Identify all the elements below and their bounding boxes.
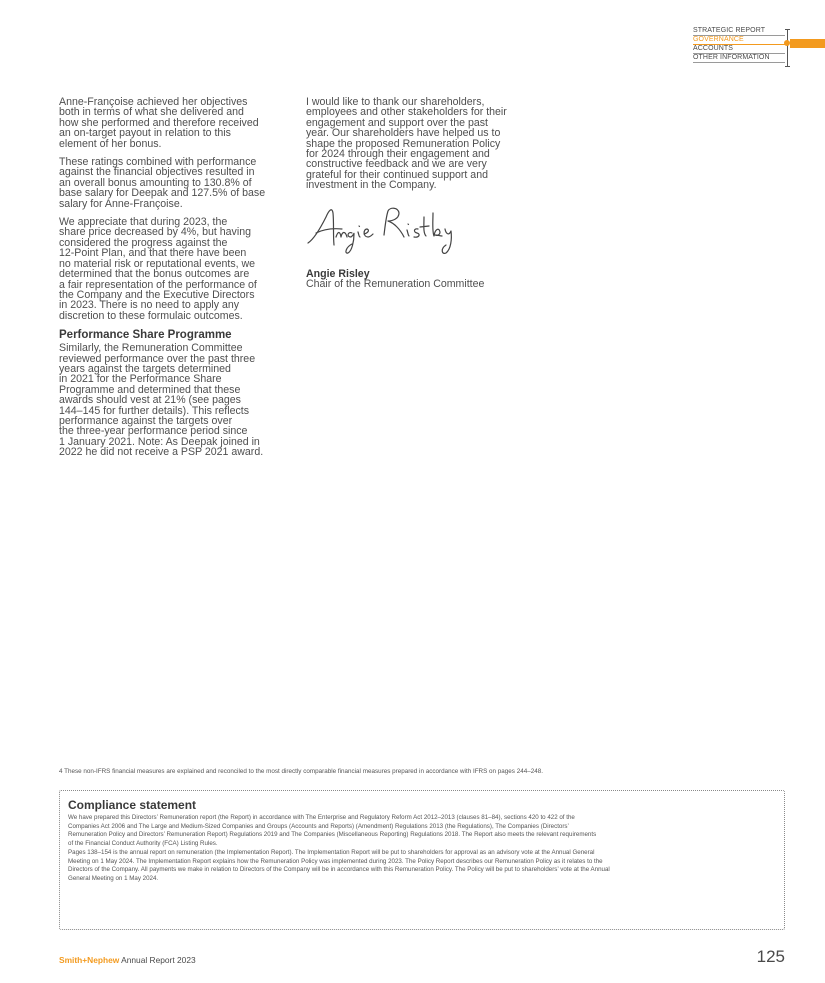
active-section-tab (790, 39, 825, 48)
page-number: 125 (756, 947, 785, 966)
signer-role: Chair of the Remuneration Committee (306, 278, 485, 291)
nav-rail (787, 29, 788, 67)
compliance-body: We have prepared this Directors’ Remuneration report (the Report) in accordance with The Enterprise and Regulatory Reform Act 2012–2013 (clauses 81–84), sections 420 to 422 of the Companies Act 2006 and The Large and Medium-Sized Companies and Groups (Accounts and Reports) (Amendment) Regulations 2013 (the Regulations), The Companies (Directors’ Remuneration Policy and Directors’ Remuneration Report) Regulations 2019 and The Companies (Miscellaneous Reporting) Regulations 2018. The Report also meets the relevant requirements of the Financial Conduct Authority (FCA) Listing Rules. Pages 138–154 is the annual report on remuneration (the Implementation Report). The Implementation Report will be put to shareholders for approval as an advisory vote at the Annual General Meeting on 1 May 2024. The Implementation Report explains how the Remuneration Policy was implemented during 2023. The Policy Report describes our Remuneration Policy as it relates to the Directors of the Company. All payments we make in relation to Directors of the Company will be in accordance with this Remuneration Policy. The Policy will be put to shareholders’ vote at the Annual General Meeting on 1 May 2024. (68, 814, 610, 882)
compliance-statement-box (59, 790, 785, 930)
paragraph-bonus-ratings: These ratings combined with performance against the financial objectives resulted in an overall bonus amounting to 130.8% of base salary for Deepak and 127.5% of base salary for Anne-Françoise. (59, 156, 266, 210)
nav-item-other-information[interactable]: OTHER INFORMATION (693, 54, 785, 63)
right-column (306, 97, 546, 289)
report-name: Annual Report 2023 (119, 955, 196, 965)
nav-item-governance[interactable]: GOVERNANCE (693, 36, 785, 45)
section-navigation (693, 27, 785, 63)
signature-image (306, 199, 471, 259)
nav-tick (785, 66, 790, 67)
left-column (59, 97, 291, 466)
paragraph-psp: Similarly, the Remuneration Committee reviewed performance over the past three years against the targets determined in 2021 for the Performance Share Programme and determined that these awards should vest at 21% (see pages 144–145 for further details). This reflects performance against the targets over the three-year performance period since 1 January 2021. Note: As Deepak joined in 2022 he did not receive a PSP 2021 award. (59, 342, 264, 459)
paragraph-thanks: I would like to thank our shareholders, employees and other stakeholders for their engagement and support over the past year. Our shareholders have helped us to shape the proposed Remuneration Policy for 2024 through their engagement and constructive feedback and we are very grateful for their continued support and investment in the Company. (306, 96, 507, 192)
footnote: 4 These non-IFRS financial measures are explained and reconciled to the most directly comparable financial measures prepared in accordance with IFRS on pages 244–248. (59, 768, 543, 775)
signer-name: Angie Risley (306, 267, 370, 280)
paragraph-share-price: We appreciate that during 2023, the share price decreased by 4%, but having considered the progress against the 12-Point Plan, and that there have been no material risk or reputational events, we determined that the bonus outcomes are a fair representation of the performance of the Company and the Executive Directors in 2023. There is no need to apply any discretion to these formulaic outcomes. (59, 216, 257, 322)
paragraph-objectives: Anne-Françoise achieved her objectives both in terms of what she delivered and how she performed and therefore received an on-target payout in relation to this element of her bonus. (59, 96, 259, 150)
footer-report-title (59, 955, 196, 965)
nav-item-accounts[interactable]: ACCOUNTS (693, 45, 785, 54)
brand-name: Smith+Nephew (59, 955, 120, 965)
compliance-title: Compliance statement (68, 798, 197, 812)
nav-item-strategic-report[interactable]: STRATEGIC REPORT (693, 27, 785, 36)
nav-tick (785, 29, 790, 30)
section-heading-psp: Performance Share Programme (59, 329, 232, 342)
